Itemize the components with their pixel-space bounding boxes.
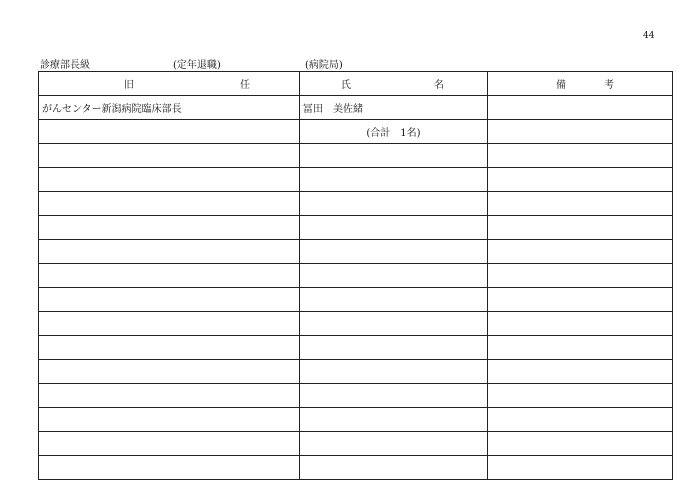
remarks-cell: [488, 216, 673, 240]
table-row: [39, 336, 673, 360]
table-row: [39, 432, 673, 456]
name-cell: [300, 336, 488, 360]
rank-heading: 診療部長級: [40, 60, 90, 71]
name-cell: [300, 408, 488, 432]
former-post-cell: がんセンター新潟病院臨床部長: [39, 96, 300, 120]
remarks-cell: [488, 240, 673, 264]
remarks-cell: [488, 336, 673, 360]
table-row: [39, 168, 673, 192]
former-post-cell: [39, 120, 300, 144]
remarks-cell: [488, 96, 673, 120]
table-row: [39, 456, 673, 480]
table-row: [39, 264, 673, 288]
former-post-cell: [39, 312, 300, 336]
remarks-cell: [488, 192, 673, 216]
former-post-cell: [39, 144, 300, 168]
name-cell: [300, 264, 488, 288]
former-post-header-char: 旧: [124, 80, 134, 91]
table-header-row: [39, 72, 673, 96]
bureau-heading: (病院局): [305, 60, 343, 71]
name-cell: [300, 144, 488, 168]
former-post-cell: [39, 384, 300, 408]
table-row: [39, 240, 673, 264]
former-post-cell: [39, 360, 300, 384]
former-post-cell: [39, 216, 300, 240]
former-post-cell: [39, 408, 300, 432]
remarks-header-char: 備: [556, 80, 566, 91]
former-post-header-char: 任: [240, 80, 250, 91]
former-post-header: [39, 72, 300, 96]
remarks-header: [488, 72, 673, 96]
name-cell: [300, 288, 488, 312]
former-post-cell: [39, 456, 300, 480]
table-row: [39, 120, 673, 144]
name-cell: [300, 192, 488, 216]
table-row: [39, 192, 673, 216]
remarks-cell: [488, 264, 673, 288]
remarks-cell: [488, 168, 673, 192]
remarks-cell: [488, 408, 673, 432]
name-cell: [300, 216, 488, 240]
former-post-cell: [39, 432, 300, 456]
remarks-header-char: 考: [604, 80, 614, 91]
former-post-cell: [39, 288, 300, 312]
personnel-table: [38, 71, 673, 480]
reason-heading: (定年退職): [173, 60, 221, 71]
former-post-cell: [39, 168, 300, 192]
name-cell: [300, 360, 488, 384]
name-cell: [300, 456, 488, 480]
name-cell: [300, 432, 488, 456]
table-row: [39, 216, 673, 240]
name-cell: (合計 1名): [300, 120, 488, 144]
name-cell: [300, 240, 488, 264]
former-post-cell: [39, 336, 300, 360]
table-row: [39, 288, 673, 312]
name-cell: 冨田 美佐緒: [300, 96, 488, 120]
page-number: 44: [643, 31, 655, 41]
name-cell: [300, 312, 488, 336]
name-header-char: 名: [434, 80, 444, 91]
table-row: [39, 96, 673, 120]
former-post-cell: [39, 240, 300, 264]
remarks-cell: [488, 312, 673, 336]
name-cell: [300, 384, 488, 408]
remarks-cell: [488, 120, 673, 144]
remarks-cell: [488, 432, 673, 456]
name-header: [300, 72, 488, 96]
table-row: [39, 360, 673, 384]
remarks-cell: [488, 144, 673, 168]
remarks-cell: [488, 360, 673, 384]
table-row: [39, 144, 673, 168]
table-row: [39, 408, 673, 432]
remarks-cell: [488, 384, 673, 408]
remarks-cell: [488, 456, 673, 480]
table-row: [39, 384, 673, 408]
remarks-cell: [488, 288, 673, 312]
table-row: [39, 312, 673, 336]
name-header-char: 氏: [341, 80, 351, 91]
former-post-cell: [39, 192, 300, 216]
former-post-cell: [39, 264, 300, 288]
name-cell: [300, 168, 488, 192]
